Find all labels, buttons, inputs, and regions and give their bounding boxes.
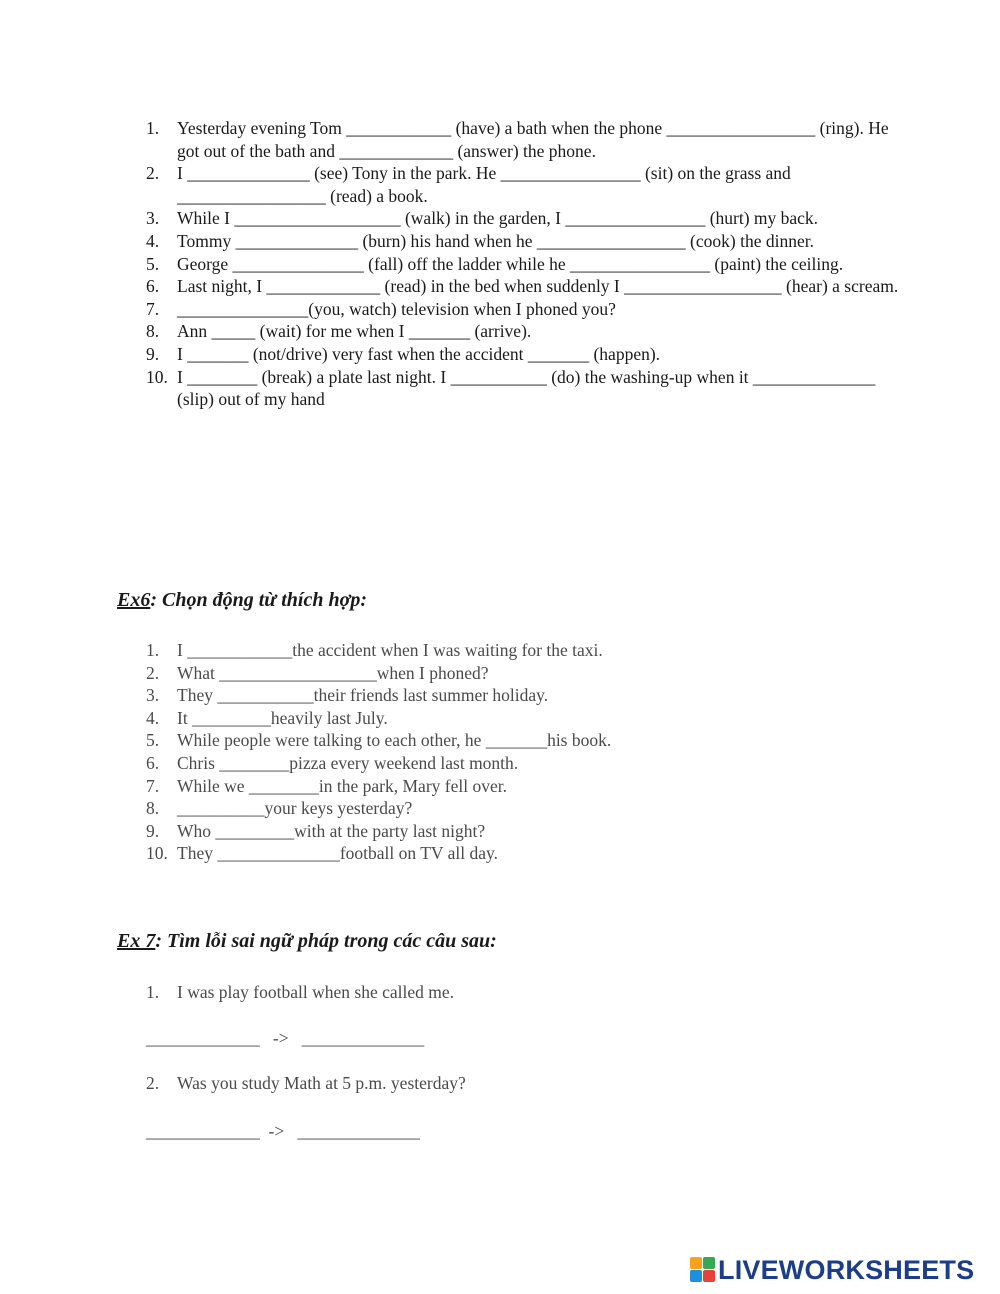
list-item: 4. Tommy ______________ (burn) his hand when he _________________ (cook) the dinner. xyxy=(146,230,814,251)
item-text: George _______________ (fall) off the ladder while he ________________ (paint) the ceiling. xyxy=(177,253,844,274)
exercise-6-label: Ex6 xyxy=(117,589,151,611)
list-item: 9. I _______ (not/drive) very fast when the accident _______ (happen). xyxy=(146,343,661,364)
list-item: 4. It _________heavily last July. xyxy=(146,707,388,728)
item-text: Tommy ______________ (burn) his hand when he _________________ (cook) the dinner. xyxy=(177,230,814,251)
brand-name: LIVEWORKSHEETS xyxy=(718,1254,975,1285)
list-item: 7. While we ________in the park, Mary fell over. xyxy=(146,775,507,796)
item-text: I ______________ (see) Tony in the park. He ________________ (sit) on the grass and _________________ (read) a book. xyxy=(177,163,791,206)
item-text: Who _________with at the party last night? xyxy=(177,820,486,841)
list-item: 2. Was you study Math at 5 p.m. yesterday? xyxy=(146,1073,466,1093)
item-text: I was play football when she called me. xyxy=(177,982,454,1002)
item-text: It _________heavily last July. xyxy=(177,707,388,728)
list-item: 10. I ________ (break) a plate last night. I ___________ (do) the washing-up when it ______________ (slip) out of my hand xyxy=(146,366,876,410)
list-item: 1. I was play football when she called me. xyxy=(146,982,454,1002)
item-text: I _______ (not/drive) very fast when the accident _______ (happen). xyxy=(177,343,661,364)
logo-square xyxy=(690,1257,702,1269)
logo-square xyxy=(703,1270,715,1282)
list-item: 10. They ______________football on TV all day. xyxy=(146,843,498,864)
logo-square xyxy=(690,1270,702,1282)
list-item: 2. What __________________when I phoned? xyxy=(146,662,489,683)
item-text: They ___________their friends last summer holiday. xyxy=(177,685,549,706)
list-item: 6. Chris ________pizza every weekend last month. xyxy=(146,752,519,773)
list-item: 2. I ______________ (see) Tony in the park. He ________________ (sit) on the grass and _________________ (read) a book. xyxy=(146,163,791,206)
list-item: 3. While I ___________________ (walk) in the garden, I ________________ (hurt) my back. xyxy=(146,208,819,229)
exercise-7-question xyxy=(146,1072,906,1095)
list-item: 1. I ____________the accident when I was waiting for the taxi. xyxy=(146,640,603,660)
exercise-7-heading xyxy=(117,930,497,953)
list-item: 7. _______________(you, watch) television when I phoned you? xyxy=(146,298,616,319)
item-text: Last night, I _____________ (read) in the bed when suddenly I __________________ (hear) a scream. xyxy=(177,276,899,297)
exercise-6-title: : Chọn động từ thích hợp: xyxy=(150,589,368,611)
exercise-5-list xyxy=(146,117,906,411)
list-item: 3. They ___________their friends last summer holiday. xyxy=(146,685,549,706)
answer-line[interactable]: _____________ -> ______________ xyxy=(146,1121,420,1141)
item-text: While I ___________________ (walk) in the garden, I ________________ (hurt) my back. xyxy=(177,208,819,229)
exercise-7-question xyxy=(146,981,906,1004)
list-item: 8. __________your keys yesterday? xyxy=(146,798,413,819)
item-text: I ________ (break) a plate last night. I ___________ (do) the washing-up when it ______________ (slip) out of my hand xyxy=(177,366,876,410)
item-text: Ann _____ (wait) for me when I _______ (arrive). xyxy=(177,321,532,342)
list-item: 8. Ann _____ (wait) for me when I _______ (arrive). xyxy=(146,321,532,342)
list-item: 1. Yesterday evening Tom ____________ (have) a bath when the phone _________________ (ring). He got out of the bath and _____________ (answer) the phone. xyxy=(146,118,889,161)
exercise-7-title: : Tìm lỗi sai ngữ pháp trong các câu sau: xyxy=(155,930,497,952)
answer-line[interactable]: _____________ -> ______________ xyxy=(146,1028,425,1048)
list-item: 6. Last night, I _____________ (read) in the bed when suddenly I __________________ (hear) a scream. xyxy=(146,276,899,297)
item-text: __________your keys yesterday? xyxy=(177,798,413,819)
item-text: Chris ________pizza every weekend last month. xyxy=(177,752,519,773)
logo-square xyxy=(703,1257,715,1269)
exercise-6-list xyxy=(146,639,906,865)
item-text: Yesterday evening Tom ____________ (have) a bath when the phone _________________ (ring). He got out of the bath and _____________ (answer) the phone. xyxy=(177,118,889,161)
list-item: 5. George _______________ (fall) off the ladder while he ________________ (paint) the ceiling. xyxy=(146,253,844,274)
liveworksheets-logo-icon xyxy=(690,1257,716,1283)
exercise-7-label: Ex 7 xyxy=(117,930,156,952)
list-item: 5. While people were talking to each other, he _______his book. xyxy=(146,730,612,751)
item-text: _______________(you, watch) television when I phoned you? xyxy=(177,298,616,319)
item-text: They ______________football on TV all day. xyxy=(177,843,498,864)
item-text: While people were talking to each other, he _______his book. xyxy=(177,730,612,751)
item-text: What __________________when I phoned? xyxy=(177,662,489,683)
liveworksheets-logo xyxy=(690,1252,974,1288)
item-text: Was you study Math at 5 p.m. yesterday? xyxy=(177,1073,466,1093)
exercise-6-heading xyxy=(117,589,367,612)
item-text: I ____________the accident when I was waiting for the taxi. xyxy=(177,640,603,660)
item-text: While we ________in the park, Mary fell over. xyxy=(177,775,507,796)
list-item: 9. Who _________with at the party last night? xyxy=(146,820,486,841)
